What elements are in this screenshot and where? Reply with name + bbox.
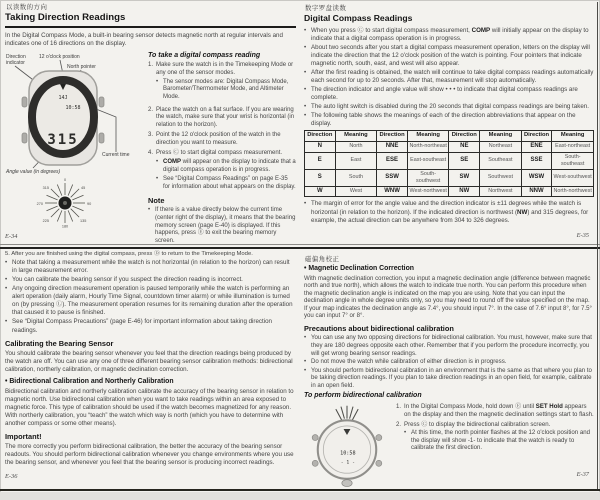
table-header-cell: Meaning	[552, 131, 594, 142]
page-e34	[5, 3, 296, 258]
bullet-text: When you press Ⓒ to start digital compass measurement,	[311, 26, 472, 34]
page-e35	[304, 4, 594, 244]
rose-degree-180: 180	[61, 224, 69, 229]
e35-bullet-list	[304, 27, 594, 129]
watch-button-left-lower	[312, 460, 318, 466]
bullet-text: The following table shows the meanings of each of the direction abbreviations that appear on the display.	[311, 112, 576, 128]
watch-button-right-lower	[376, 460, 382, 466]
table-cell: NNW	[521, 186, 552, 197]
rose-degree-225: 225	[42, 218, 49, 223]
step-text: appears on the display and then the magnetic declination settings start to flash.	[404, 402, 594, 418]
sub-bullet-text: See “Digital Compass Readings” on page E-35 for information about what appears on the display.	[163, 175, 296, 190]
table-cell: W	[305, 186, 336, 197]
mid-divider-line	[0, 247, 600, 249]
margin-note	[304, 200, 594, 224]
label-north-pointer: North pointer	[67, 63, 96, 70]
bullet-item	[304, 112, 594, 128]
step-item	[148, 62, 296, 104]
lcd-day: 14J	[58, 94, 68, 101]
label-direction-indicator: Direction	[6, 53, 26, 60]
table-cell: Southwest	[480, 169, 522, 186]
page-e37	[304, 254, 594, 487]
final-step-text: 5. After you are finished using the digital compass, press Ⓓ to return to the Timekeeping Mode.	[5, 251, 253, 258]
table-cell: West-northwest	[407, 186, 449, 197]
bottom-strip	[0, 492, 600, 500]
calibration-steps	[396, 403, 594, 456]
page-e36	[5, 255, 296, 487]
chinese-header-e37: 磁偏角校正	[305, 255, 340, 263]
step-item	[148, 132, 296, 148]
rose-degree-315: 315	[42, 185, 49, 190]
sub-bullet	[404, 429, 594, 452]
note-bullet	[148, 207, 296, 246]
table-header-cell: Direction	[521, 131, 552, 142]
lcd-angle-value: 315	[47, 131, 79, 148]
bullet-item	[304, 367, 594, 390]
step-number: 3.	[148, 132, 154, 139]
table-cell: Northeast	[480, 141, 522, 152]
rose-degree-90: 90	[87, 201, 92, 206]
watch-case	[22, 71, 104, 165]
step-number: 1.	[396, 402, 402, 410]
important-heading: Important!	[5, 432, 42, 442]
paragraph: With magnetic declination correction, you input a magnetic declination angle (difference between magnetic north and true north), which allows the watch to indicate true north. You can perform this procedure when the magnetic declination angle is indicated on the map you are using. Note that you can input the declination angle in whole degree units only, so you may need to round off the value specified on the map. If your map indicates the declination angle as 7.4°, you should input 7°. In the case of 7.6° input 8°, for 7.5° you can input 7° or 8°.	[304, 274, 592, 320]
table-row	[305, 169, 594, 186]
table-cell: NW	[449, 186, 480, 197]
title-rule	[5, 26, 296, 28]
bullet-item	[304, 69, 594, 85]
step-sub-list	[404, 429, 594, 452]
table-cell: South-southeast	[552, 152, 594, 169]
note-list	[148, 207, 296, 246]
e34-columns	[5, 51, 296, 248]
rose-degree-135: 135	[80, 218, 87, 223]
right-edge-line	[597, 2, 598, 489]
table-cell: East-northeast	[552, 141, 594, 152]
bullet-text: You can use any two opposing directions for bidirectional calibration. You must, however, make sure that they are 180 degrees opposite each other. Remember that if you perform the procedure incorrectly, you will get wrong bearing sensor readings.	[311, 334, 592, 357]
watch-button-left-upper	[22, 97, 27, 107]
table-cell: West	[335, 186, 377, 197]
sub-bullet	[156, 159, 296, 175]
table-cell: North-northwest	[552, 186, 594, 197]
direction-abbreviation-table	[304, 130, 594, 197]
label-angle-value: Angle value (in degrees)	[6, 168, 61, 175]
step-item	[148, 150, 296, 193]
step-item	[148, 107, 296, 130]
bullet-item	[5, 318, 296, 334]
chinese-header-e35: 数字罗盘读数	[305, 4, 347, 12]
table-header-cell: Meaning	[335, 131, 377, 142]
table-cell: SSW	[377, 169, 408, 186]
sub-bullet-text: At this time, the north pointer flashes at the 12 o'clock position and the display will show -1- to indicate that the watch is ready to calibrate the first direction.	[411, 429, 591, 452]
table-cell: South-southwest	[407, 169, 449, 186]
step-text: Place the watch on a flat surface. If you are wearing the watch, make sure that your wrist is horizontal (in relation to the horizon).	[156, 106, 295, 129]
bullet-text: will initially appear on the display to indicate that a digital compass operation is in progress.	[311, 26, 589, 42]
lcd-time: 10:58	[340, 450, 356, 457]
step-text: Make sure the watch is in the Timekeeping Mode or any one of the sensor modes.	[156, 62, 294, 76]
lcd-step-indicator: - 1 -	[340, 460, 355, 466]
watch-button-left-upper	[312, 434, 318, 440]
step-number: 4.	[148, 150, 154, 157]
step-text: Press Ⓒ to display the bidirectional calibration screen.	[404, 420, 551, 428]
table-cell: North-northeast	[407, 141, 449, 152]
table-cell: ENE	[521, 141, 552, 152]
step-number: 1.	[148, 62, 154, 69]
margin-note-list	[304, 200, 594, 224]
step-sub-list	[156, 159, 296, 191]
sub-bullet-text: will appear on the display to indicate that a digital compass operation is in progress.	[163, 159, 296, 174]
step-item	[396, 403, 594, 418]
table-header-cell: Direction	[377, 131, 408, 142]
table-cell: Northwest	[480, 186, 522, 197]
precautions-heading: Precautions about bidirectional calibration	[304, 323, 454, 333]
comp-bold: COMP	[471, 26, 491, 34]
watch-button-right-upper	[376, 434, 382, 440]
table-cell: Southeast	[480, 152, 522, 169]
rose-degree-45: 45	[81, 185, 86, 190]
table-header-cell: Direction	[449, 131, 480, 142]
watch-button-left-lower	[22, 133, 27, 143]
table-cell: WSW	[521, 169, 552, 186]
page-title-e34: Taking Direction Readings	[5, 12, 126, 24]
compass-rose	[42, 183, 85, 223]
page-number-e35: E-35	[576, 231, 589, 239]
nw-bold: NW	[517, 208, 528, 216]
label-12-oclock-position: 12 o'clock position	[39, 53, 80, 60]
page-number-e37: E-37	[576, 471, 589, 479]
bullet-text: Do not move the watch while calibration of either direction is in progress.	[311, 358, 507, 366]
step-text: In the Digital Compass Mode, hold down Ⓔ until	[404, 402, 536, 410]
bullet-item	[5, 276, 296, 284]
section-heading-bidirectional: • Bidirectional Calibration and Northerly Calibration	[5, 378, 296, 387]
section-heading-calibrating: Calibrating the Bearing Sensor	[5, 338, 114, 348]
page-number-e34: E-34	[5, 232, 18, 240]
table-header-cell: Meaning	[407, 131, 449, 142]
table-cell: NE	[449, 141, 480, 152]
paragraph: The more correctly you perform bidirectional calibration, the better the accuracy of the bearing sensor readouts. You should perform bidirectional calibration whenever you change environments where you use the bearing sensor, and whenever you feel that the bearing sensor is producing incorrect readings.	[5, 443, 294, 467]
table-cell: South	[335, 169, 377, 186]
chinese-header-e34: 以读数的方向	[6, 3, 48, 11]
page-title-e35: Digital Compass Readings	[304, 13, 413, 24]
howto-heading: To take a digital compass reading	[148, 51, 261, 59]
table-row	[305, 141, 594, 152]
section-heading-magnetic: • Magnetic Declination Correction	[304, 265, 594, 274]
table-cell: E	[305, 152, 336, 169]
note-heading: Note	[148, 195, 165, 205]
sub-bullet	[156, 79, 296, 102]
bullet-text: The direction indicator and angle value will show • • • to indicate that digital compass readings are complete.	[311, 85, 578, 101]
sub-bullet	[156, 176, 296, 192]
bullet-text: Any ongoing direction measurement operation is paused temporarily while the watch is performing an alert operation (daily alarm, Hourly Time Signal, countdown timer alarm) or while illumination is turned on (by pressing Ⓛ). The measurement operation resumes for its remaining duration after the operation that caused it to pause is finished.	[12, 285, 293, 317]
flashing-rays	[336, 406, 358, 421]
bullet-item	[304, 44, 594, 68]
margin-note-text: The margin of error for the angle value and the direction indicator is ±11 degrees while the watch is horizontal (in relation to the horizon). If the indicated direction is northwest (	[311, 200, 582, 216]
perform-heading: To perform bidirectional calibration	[304, 392, 422, 400]
label-direction-indicator-line2: indicator	[6, 59, 25, 66]
table-header-cell: Direction	[305, 131, 336, 142]
step-item	[396, 421, 594, 454]
table-cell: WNW	[377, 186, 408, 197]
comp-bold: COMP	[163, 159, 181, 166]
step-text: Point the 12 o'clock position of the watch in the direction you want to measure.	[156, 132, 281, 147]
table-cell: NNE	[377, 141, 408, 152]
instruction-steps	[148, 62, 296, 193]
bullet-text: You should perform bidirectional calibration in an environment that is the same as that where you plan to be taking direction readings. If you plan to take direction readings in an open field, for example, calibrate in an open field.	[311, 366, 592, 389]
bullet-item	[304, 86, 594, 102]
step-number: 2.	[148, 106, 154, 113]
e34-instructions	[148, 51, 296, 248]
bullet-text: You can calibrate the bearing sensor if you suspect the direction reading is incorrect.	[12, 276, 243, 284]
label-current-time: Current time	[102, 151, 130, 158]
step-number: 2.	[396, 420, 402, 428]
lcd-current-time: 10:58	[65, 104, 81, 111]
bullet-text: The auto light switch is disabled during the 20 seconds that digital compass readings are being taken.	[311, 103, 589, 111]
table-cell: S	[305, 169, 336, 186]
note-text: If there is a value directly below the current time (center right of the display), it means that the bearing memory screen (page E-40) is displayed. If this happens, press Ⓔ to exit the bearing memory screen.	[155, 207, 296, 245]
calibration-watch-figure	[304, 403, 390, 491]
bullet-text: See “Digital Compass Precautions” (page E-46) for important information about taking direction readings.	[12, 318, 273, 334]
paragraph: You should calibrate the bearing sensor whenever you feel that the direction readings being produced by the watch are off. You can use any one of three different bearing sensor calibration methods: bidirectional calibration, northerly calibration, or magnetic declination correction.	[5, 349, 293, 373]
bullet-text: About two seconds after you start a digital compass measurement operation, letters on the display will indicate the direction that the 12 o'clock position of the watch is pointing. Four pointers that indicate magnetic north, south, east, and west will also appear.	[311, 43, 590, 67]
bullet-item	[304, 334, 594, 357]
intro-paragraph: In the Digital Compass Mode, a built-in bearing sensor detects magnetic north at regular intervals and indicates one of 16 directions on the display.	[5, 31, 283, 47]
table-cell: SSE	[521, 152, 552, 169]
table-header-cell: Meaning	[480, 131, 522, 142]
table-row	[305, 186, 594, 197]
watch-button-right-lower	[99, 133, 104, 143]
table-cell: ESE	[377, 152, 408, 169]
table-cell: West-southwest	[552, 169, 594, 186]
bullet-item	[304, 27, 594, 43]
rose-degree-0: 0	[63, 177, 67, 182]
bullet-item	[5, 259, 296, 275]
set-hold-bold: SET Hold	[535, 402, 563, 410]
table-cell: North	[335, 141, 377, 152]
bullet-item	[304, 358, 594, 366]
watch-figure-e34	[5, 51, 143, 229]
table-cell: SW	[449, 169, 480, 186]
page-number-e36: E-36	[5, 472, 18, 480]
rose-degree-270: 270	[36, 201, 43, 206]
sub-bullet-text: The sensor modes are: Digital Compass Mode, Barometer/Thermometer Mode, and Altimeter Mode.	[163, 78, 289, 101]
table-header-row	[305, 131, 594, 142]
table-cell: East	[335, 152, 377, 169]
e37-bullet-list	[304, 334, 594, 389]
paragraph: Bidirectional calibration and northerly calibration calibrate the accuracy of the bearing sensor in relation to magnetic north. Use bidirectional calibration when you want to take readings within an area exposed to magnetic force. This type of calibration should be used if the watch becomes magnetized for any reason. With northerly calibration, you “teach” the watch which way is north (which you have to determine with another compass or some other means).	[5, 387, 294, 428]
bullet-text: After the first reading is obtained, the watch will continue to take digital compass readings automatically each second for up to 20 seconds. After that, measurement will stop automatically.	[311, 68, 594, 84]
bullet-text: Note that taking a measurement while the watch is not horizontal (in relation to the horizon) can result in large measurement error.	[12, 259, 290, 275]
table-cell: SE	[449, 152, 480, 169]
table-row	[305, 152, 594, 169]
step-text: Press Ⓒ to start digital compass measurement.	[156, 150, 283, 157]
bullet-item	[5, 285, 296, 317]
margin-note-text: ) and 315 degrees, for example, the actual direction can be anywhere from 304 to 326 degrees.	[311, 208, 589, 224]
e37-figure-row	[304, 403, 594, 491]
table-cell: N	[305, 141, 336, 152]
e36-bullet-list	[5, 259, 296, 335]
step-sub-list	[156, 79, 296, 102]
watch-bottom-crown	[342, 480, 352, 487]
watch-button-right-upper	[99, 97, 104, 107]
bullet-item	[304, 103, 594, 111]
mid-divider-thin-line	[0, 244, 600, 245]
table-cell: East-southeast	[407, 152, 449, 169]
